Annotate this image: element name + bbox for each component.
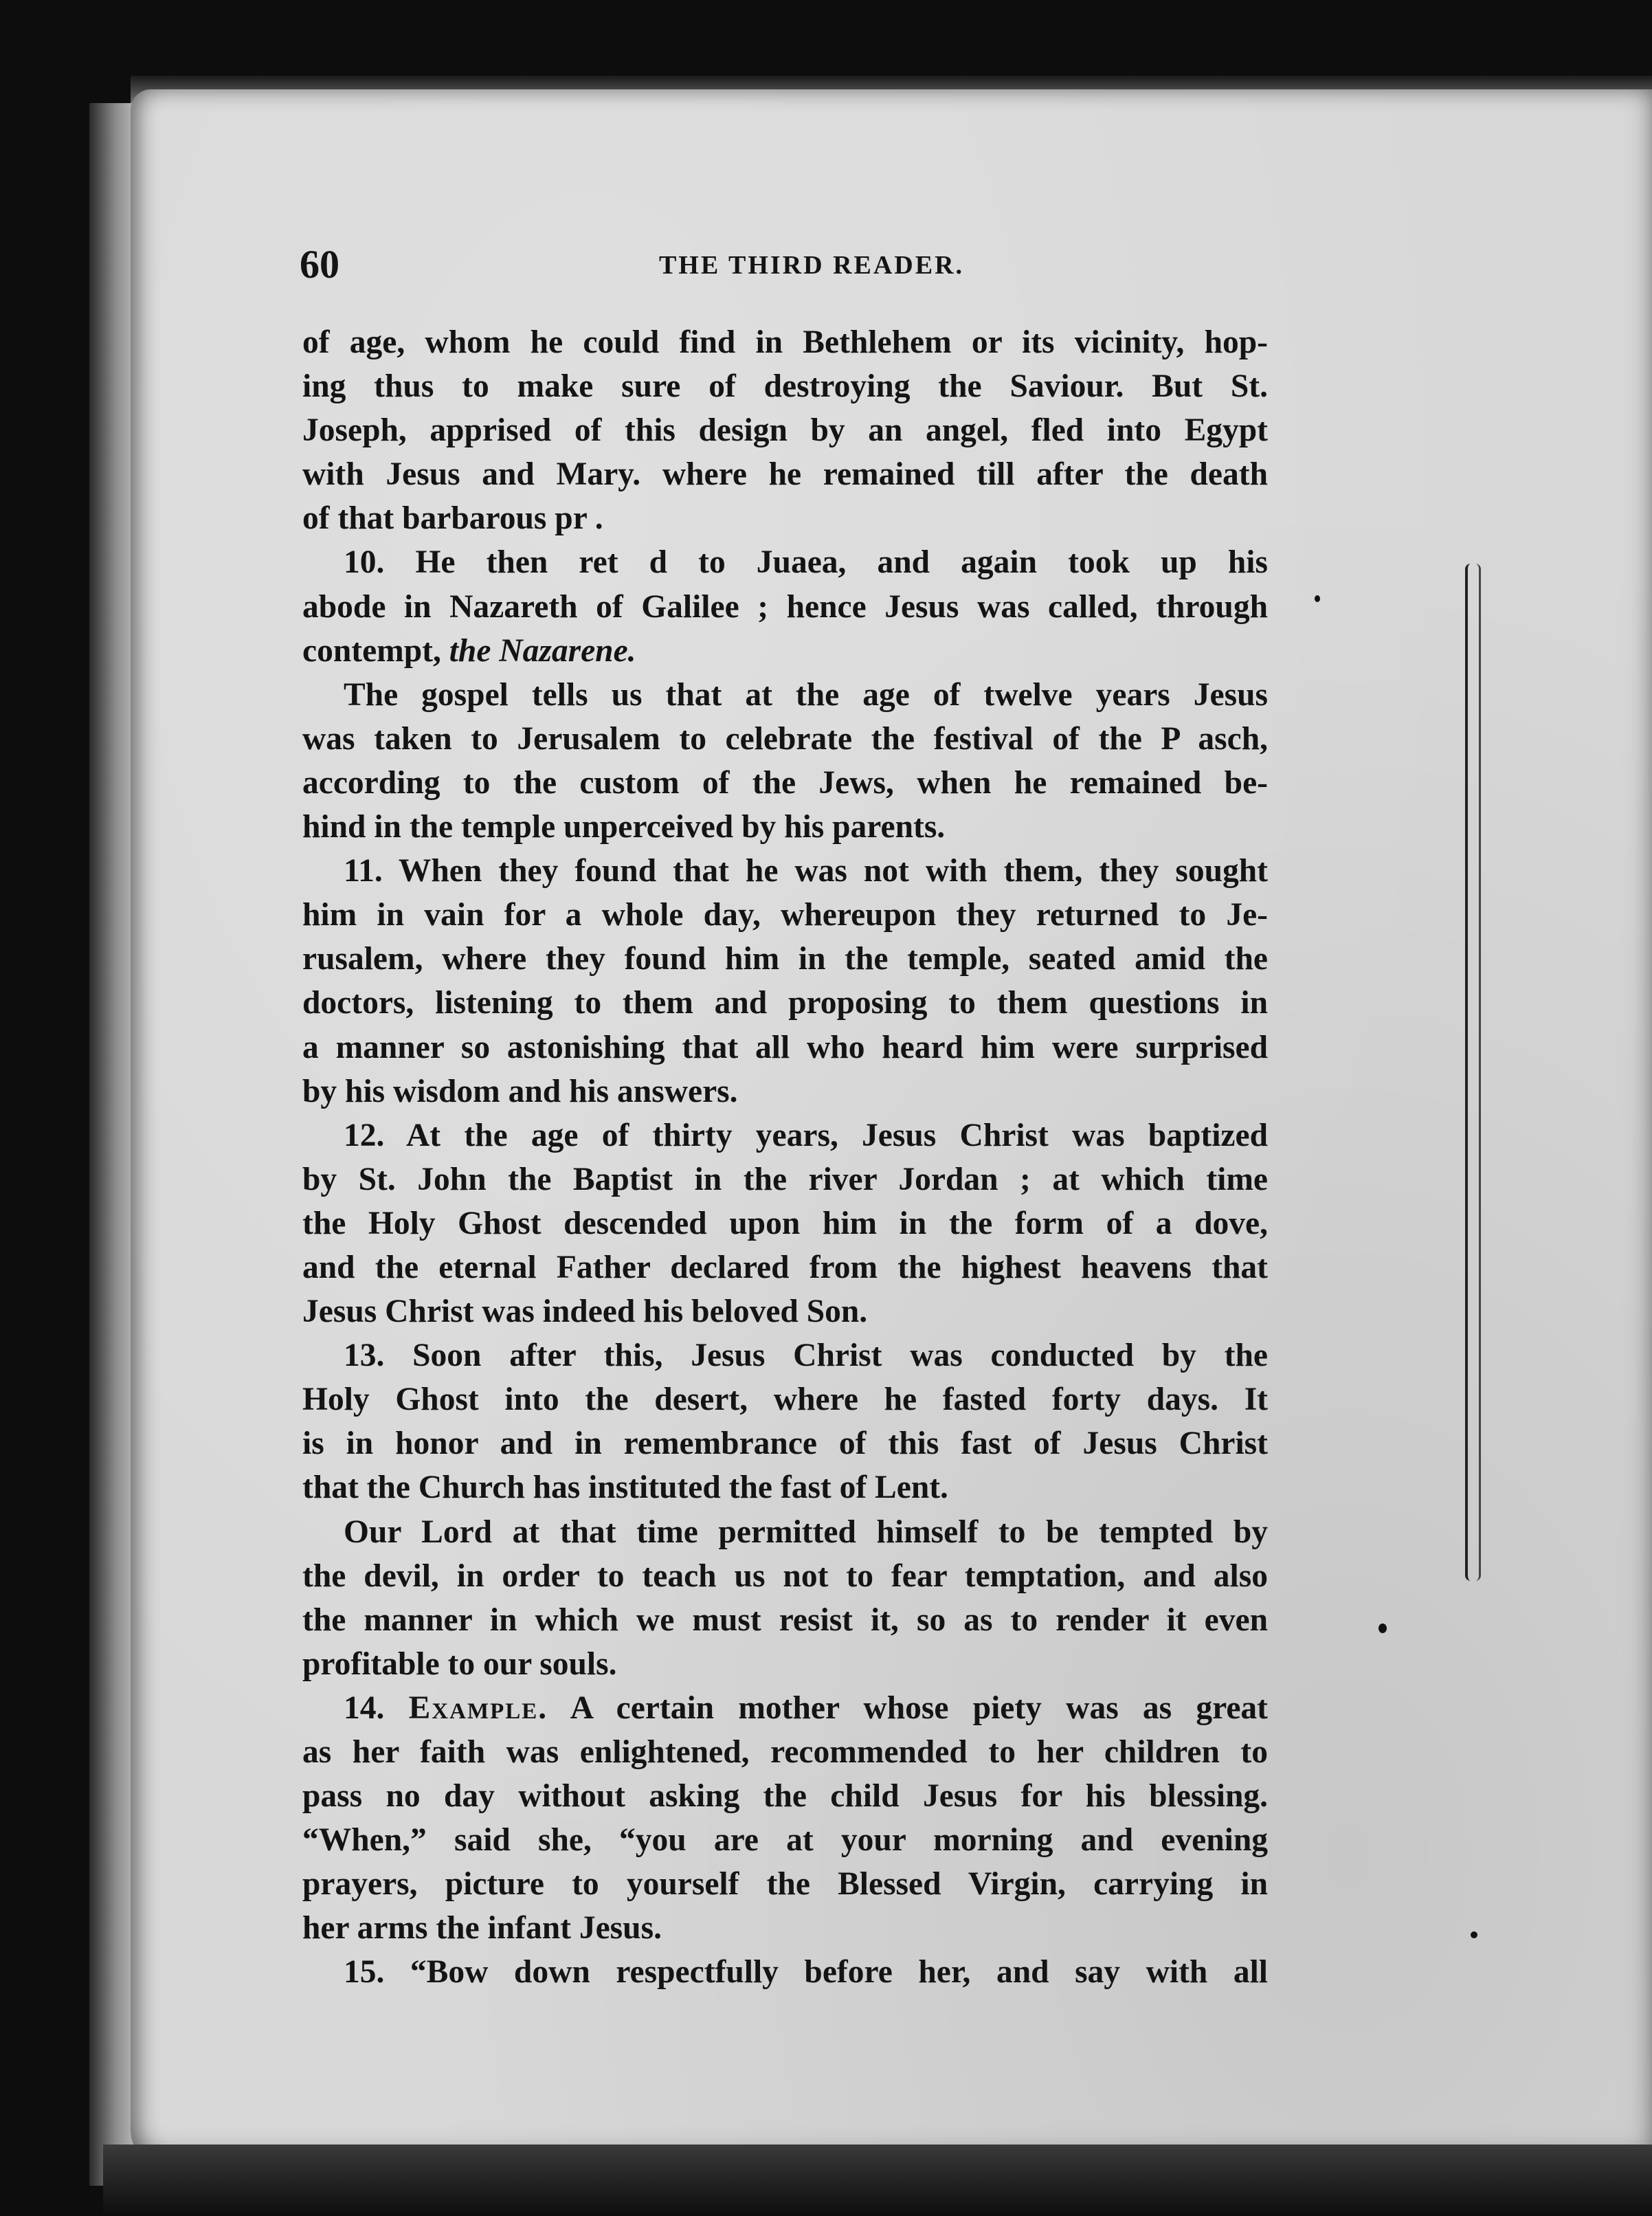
text-line: with Jesus and Mary. where he remained till after the death [302,456,1268,493]
paragraph-start: Our Lord at that time permitted himself to be tempted by [344,1514,1268,1550]
paragraph-11-start: 11. When they found that he was not with them, they sought [344,853,1268,889]
text-line: and the eternal Father declared from the highest heavens that [302,1249,1268,1285]
text-line: ing thus to make sure of destroying the Saviour. But St. [302,368,1268,405]
text-line: according to the custom of the Jews, when he remained be- [302,764,1268,801]
text-line: rusalem, where they found him in the temple, seated amid the [302,941,1268,977]
binding-mark [1465,564,1481,1581]
text-line: abode in Nazareth of Galilee ; hence Jesus was called, through [302,588,1268,625]
text-line: doctors, listening to them and proposing to them questions in [302,985,1268,1021]
text-line: of age, whom he could find in Bethlehem or its vicinity, hop- [302,324,1268,360]
body-text [302,320,1268,1995]
text-line: her arms the infant Jesus. [302,1910,662,1947]
text-line: Joseph, apprised of this design by an angel, fled into Egypt [302,412,1268,449]
text-line: hind in the temple unperceived by his parents. [302,809,946,845]
text-line: a manner so astonishing that all who heard him were surprised [302,1029,1268,1065]
italic-phrase: the Nazarene. [449,632,636,669]
paragraph-14-start [302,1686,1268,1730]
text-line: Jesus Christ was indeed his beloved Son. [302,1294,868,1330]
paragraph-12-start: 12. At the age of thirty years, Jesus Christ was baptized [344,1117,1268,1153]
paragraph-15-start: 15. “Bow down respectfully before her, and say with all [344,1954,1268,1991]
page-number: 60 [300,242,339,287]
text-line: is in honor and in remembrance of this fast of Jesus Christ [302,1426,1268,1462]
paragraph-start: The gospel tells us that at the age of twelve years Jesus [344,676,1268,713]
running-title: THE THIRD READER. [658,251,965,280]
page-bottom-shadow [103,2145,1652,2216]
text-fragment: contempt, [302,632,449,669]
text-line: that the Church has instituted the fast of Lent. [302,1470,948,1506]
text-line: “When,” said she, “you are at your morning and evening [302,1822,1268,1859]
text-line: Holy Ghost into the desert, where he fasted forty days. It [302,1382,1268,1418]
text-line: the manner in which we must resist it, so as to render it even [302,1602,1268,1638]
text-line [302,629,1268,673]
paragraph-10-start: 10. He then ret d to Juaea, and again took up his [344,544,1268,581]
text-line: was taken to Jerusalem to celebrate the festival of the P asch, [302,720,1268,757]
text-line: of that barbarous pr . [302,500,603,537]
text-line: as her faith was enlightened, recommended to her children to [302,1734,1268,1770]
text-line: profitable to our souls. [302,1646,617,1682]
text-line: pass no day without asking the child Jesus for his blessing. [302,1778,1268,1815]
paragraph-13-start: 13. Soon after this, Jesus Christ was conducted by the [344,1338,1268,1374]
text-fragment: A certain mother whose piety was as great [548,1689,1269,1726]
text-line: prayers, picture to yourself the Blessed Virgin, carrying in [302,1866,1268,1903]
text-fragment: 14. [344,1689,409,1726]
example-label: Example. [408,1689,548,1726]
ink-speck [1315,595,1320,602]
text-line: the devil, in order to teach us not to fear temptation, and also [302,1558,1268,1594]
page-header [300,237,1269,292]
text-line: him in vain for a whole day, whereupon they returned to Je- [302,897,1268,933]
ink-speck [1471,1931,1477,1938]
text-line: by St. John the Baptist in the river Jordan ; at which time [302,1161,1268,1197]
text-line: by his wisdom and his answers. [302,1073,738,1109]
ink-speck [1378,1624,1387,1633]
text-line: the Holy Ghost descended upon him in the form of a dove, [302,1205,1268,1241]
